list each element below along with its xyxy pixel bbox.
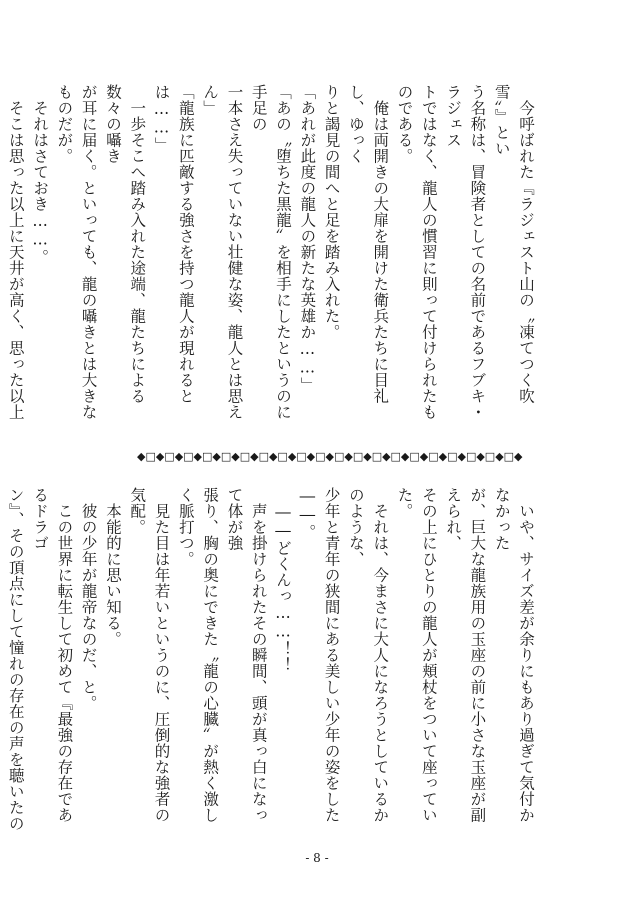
text-line: それはさておき……。 [31, 84, 50, 265]
bottom-text-block [6, 487, 538, 836]
text-line: それは、今まさに大人になろうとしているかのような、 [346, 487, 390, 823]
text-line: が耳に届く。といっても、龍の囁きとは大きなものだが。 [55, 84, 98, 420]
text-line: いや、サイズ差が余りにもあり過ぎて気付かなかった [492, 487, 535, 823]
text-line: ――どくんっ……！！ [274, 487, 293, 673]
text-line: 「あの〝堕ちた黒龍〟を相手にしたというのに手足の [249, 84, 293, 420]
text-line: そこは思った以上に天井が高く、思った以上 [6, 100, 25, 420]
text-line: 一歩そこへ踏み入れた途端、龍たちによる数々の囁き [103, 84, 147, 404]
text-line: 「あれが此度の龍人の新たな英雄か……」 [298, 84, 317, 393]
text-line: りと謁見の間へと足を踏み入れた。 [322, 84, 341, 340]
page-number: - 8 - [305, 851, 329, 865]
text-line: 「龍族に匹敵する強さを持つ龍人が現れるとは……」 [152, 84, 195, 404]
text-line: 見た目は年若いというのに、圧倒的な強者の気配。 [128, 487, 171, 823]
text-line: 今呼ばれた『ラジェスト山の〝凍てつく吹雪〟』とい [492, 84, 535, 404]
text-line: ン』、その頂点にして憧れの存在の声を聴いたの [6, 487, 25, 832]
text-line: 俺は両開きの大扉を開けた衛兵たちに目礼し、ゆっく [346, 84, 390, 404]
text-line: 張り、胸の奥にできた〝龍の心臓〟が熱く激しく脈打つ。 [176, 487, 220, 823]
text-line: この世界に転生して初めて『最強の存在であるドラゴ [31, 487, 74, 823]
text-line: 少年と青年の狭間にある美しい少年の姿をした――。 [298, 487, 341, 823]
text-line: 一本さえ失っていない壮健な姿、龍人とは思えん」 [201, 84, 244, 420]
section-divider: ◆□◆□◆□◆□◆□◆□◆□◆□◆□◆□◆□◆□◆□◆□◆□◆□◆□◆□◆□◆□◆ [137, 450, 523, 463]
text-line: 声を掛けられたその瞬間、頭が真っ白になって体が強 [225, 487, 268, 823]
text-line: 彼の少年が龍帝なのだ、と。 [79, 487, 98, 711]
text-line: 本能的に思い知る。 [103, 487, 122, 647]
top-text-block [6, 84, 538, 430]
text-line: トではなく、龍人の慣習に則って付けられたものである。 [395, 84, 438, 420]
text-line: その上にひとりの龍人が頬杖をついて座っていた。 [395, 487, 438, 823]
text-line: が、巨大な龍族用の玉座の前に小さな玉座が副えられ、 [444, 487, 487, 823]
text-line: う名称は、冒険者としての名前であるフブキ・ラジェス [444, 84, 487, 420]
